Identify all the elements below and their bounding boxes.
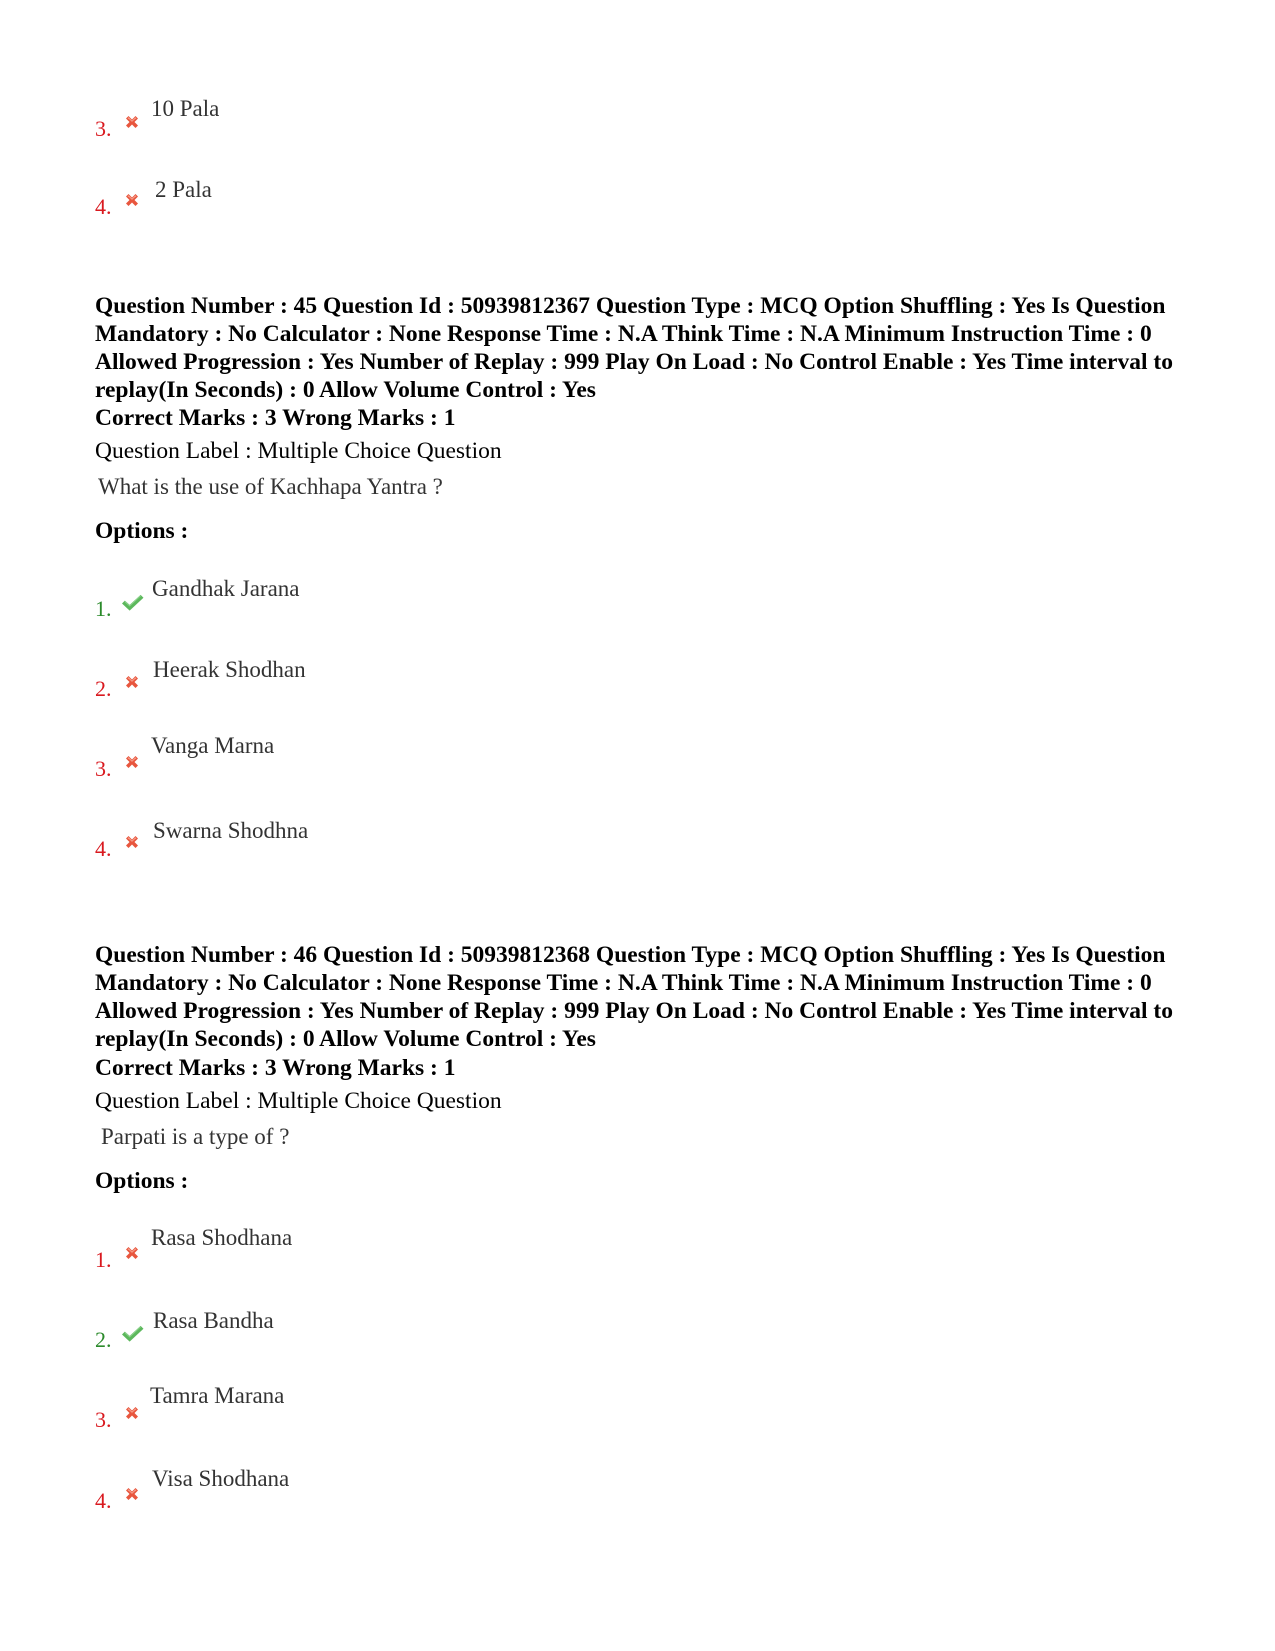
- list-item: [95, 733, 695, 808]
- option-text: Rasa Shodhana: [151, 1225, 293, 1250]
- question-label: Question Label : Multiple Choice Question: [95, 1088, 502, 1114]
- question-text: What is the use of Kachhapa Yantra ?: [98, 474, 443, 499]
- option-text: Heerak Shodhan: [153, 657, 306, 682]
- check-icon: [120, 592, 145, 613]
- list-item: [95, 657, 695, 728]
- option-number: 4.: [95, 194, 112, 219]
- check-icon: [120, 1323, 145, 1344]
- option-number: 3.: [95, 756, 112, 781]
- cross-icon: [122, 112, 142, 132]
- option-number: 2.: [95, 676, 112, 701]
- option-text: Visa Shodhana: [152, 1466, 290, 1491]
- list-item: [95, 1308, 695, 1379]
- option-text: Swarna Shodhna: [153, 818, 309, 843]
- option-text: Tamra Marana: [150, 1383, 285, 1408]
- cross-icon: [122, 1484, 142, 1504]
- cross-icon: [122, 190, 142, 210]
- cross-icon: [122, 672, 142, 692]
- option-number: 3.: [95, 1407, 112, 1432]
- option-text: 2 Pala: [155, 177, 212, 202]
- option-number: 1.: [95, 1247, 112, 1272]
- list-item: [95, 177, 695, 248]
- list-item: [95, 1466, 695, 1540]
- question-meta: Question Number : 45 Question Id : 50939812367 Question Type : MCQ Option Shuffling : Yes Is Question Mandatory : No Calculator : None Response Time : N.A Think Time : N.A Minimum Instruction Time : 0 Allowed Progression : Yes Number of Replay : 999 Play On Load : No Control Enable : Yes Time interval to replay(In Seconds) : 0 Allow Volume Control : Yes: [95, 293, 1173, 403]
- options-heading: Options :: [95, 518, 189, 544]
- question-label: Question Label : Multiple Choice Question: [95, 438, 502, 464]
- option-text: Vanga Marna: [151, 733, 275, 758]
- option-number: 2.: [95, 1327, 112, 1352]
- options-heading: Options :: [95, 1168, 189, 1194]
- option-number: 3.: [95, 116, 112, 141]
- question-marks: Correct Marks : 3 Wrong Marks : 1: [95, 405, 456, 431]
- list-item: [95, 1225, 695, 1299]
- cross-icon: [122, 752, 142, 772]
- option-text: 10 Pala: [151, 96, 220, 121]
- list-item: [95, 576, 695, 648]
- list-item: [95, 96, 695, 168]
- list-item: [95, 1383, 695, 1459]
- option-text: Gandhak Jarana: [152, 576, 300, 601]
- option-number: 4.: [95, 1488, 112, 1513]
- cross-icon: [122, 1243, 142, 1263]
- cross-icon: [122, 1403, 142, 1423]
- question-meta: Question Number : 46 Question Id : 50939812368 Question Type : MCQ Option Shuffling : Yes Is Question Mandatory : No Calculator : None Response Time : N.A Think Time : N.A Minimum Instruction Time : 0 Allowed Progression : Yes Number of Replay : 999 Play On Load : No Control Enable : Yes Time interval to replay(In Seconds) : 0 Allow Volume Control : Yes: [95, 942, 1173, 1052]
- question-text: Parpati is a type of ?: [101, 1124, 290, 1149]
- option-number: 4.: [95, 836, 112, 861]
- list-item: [95, 818, 695, 888]
- option-number: 1.: [95, 596, 112, 621]
- option-text: Rasa Bandha: [153, 1308, 274, 1333]
- cross-icon: [122, 832, 142, 852]
- question-marks: Correct Marks : 3 Wrong Marks : 1: [95, 1055, 456, 1081]
